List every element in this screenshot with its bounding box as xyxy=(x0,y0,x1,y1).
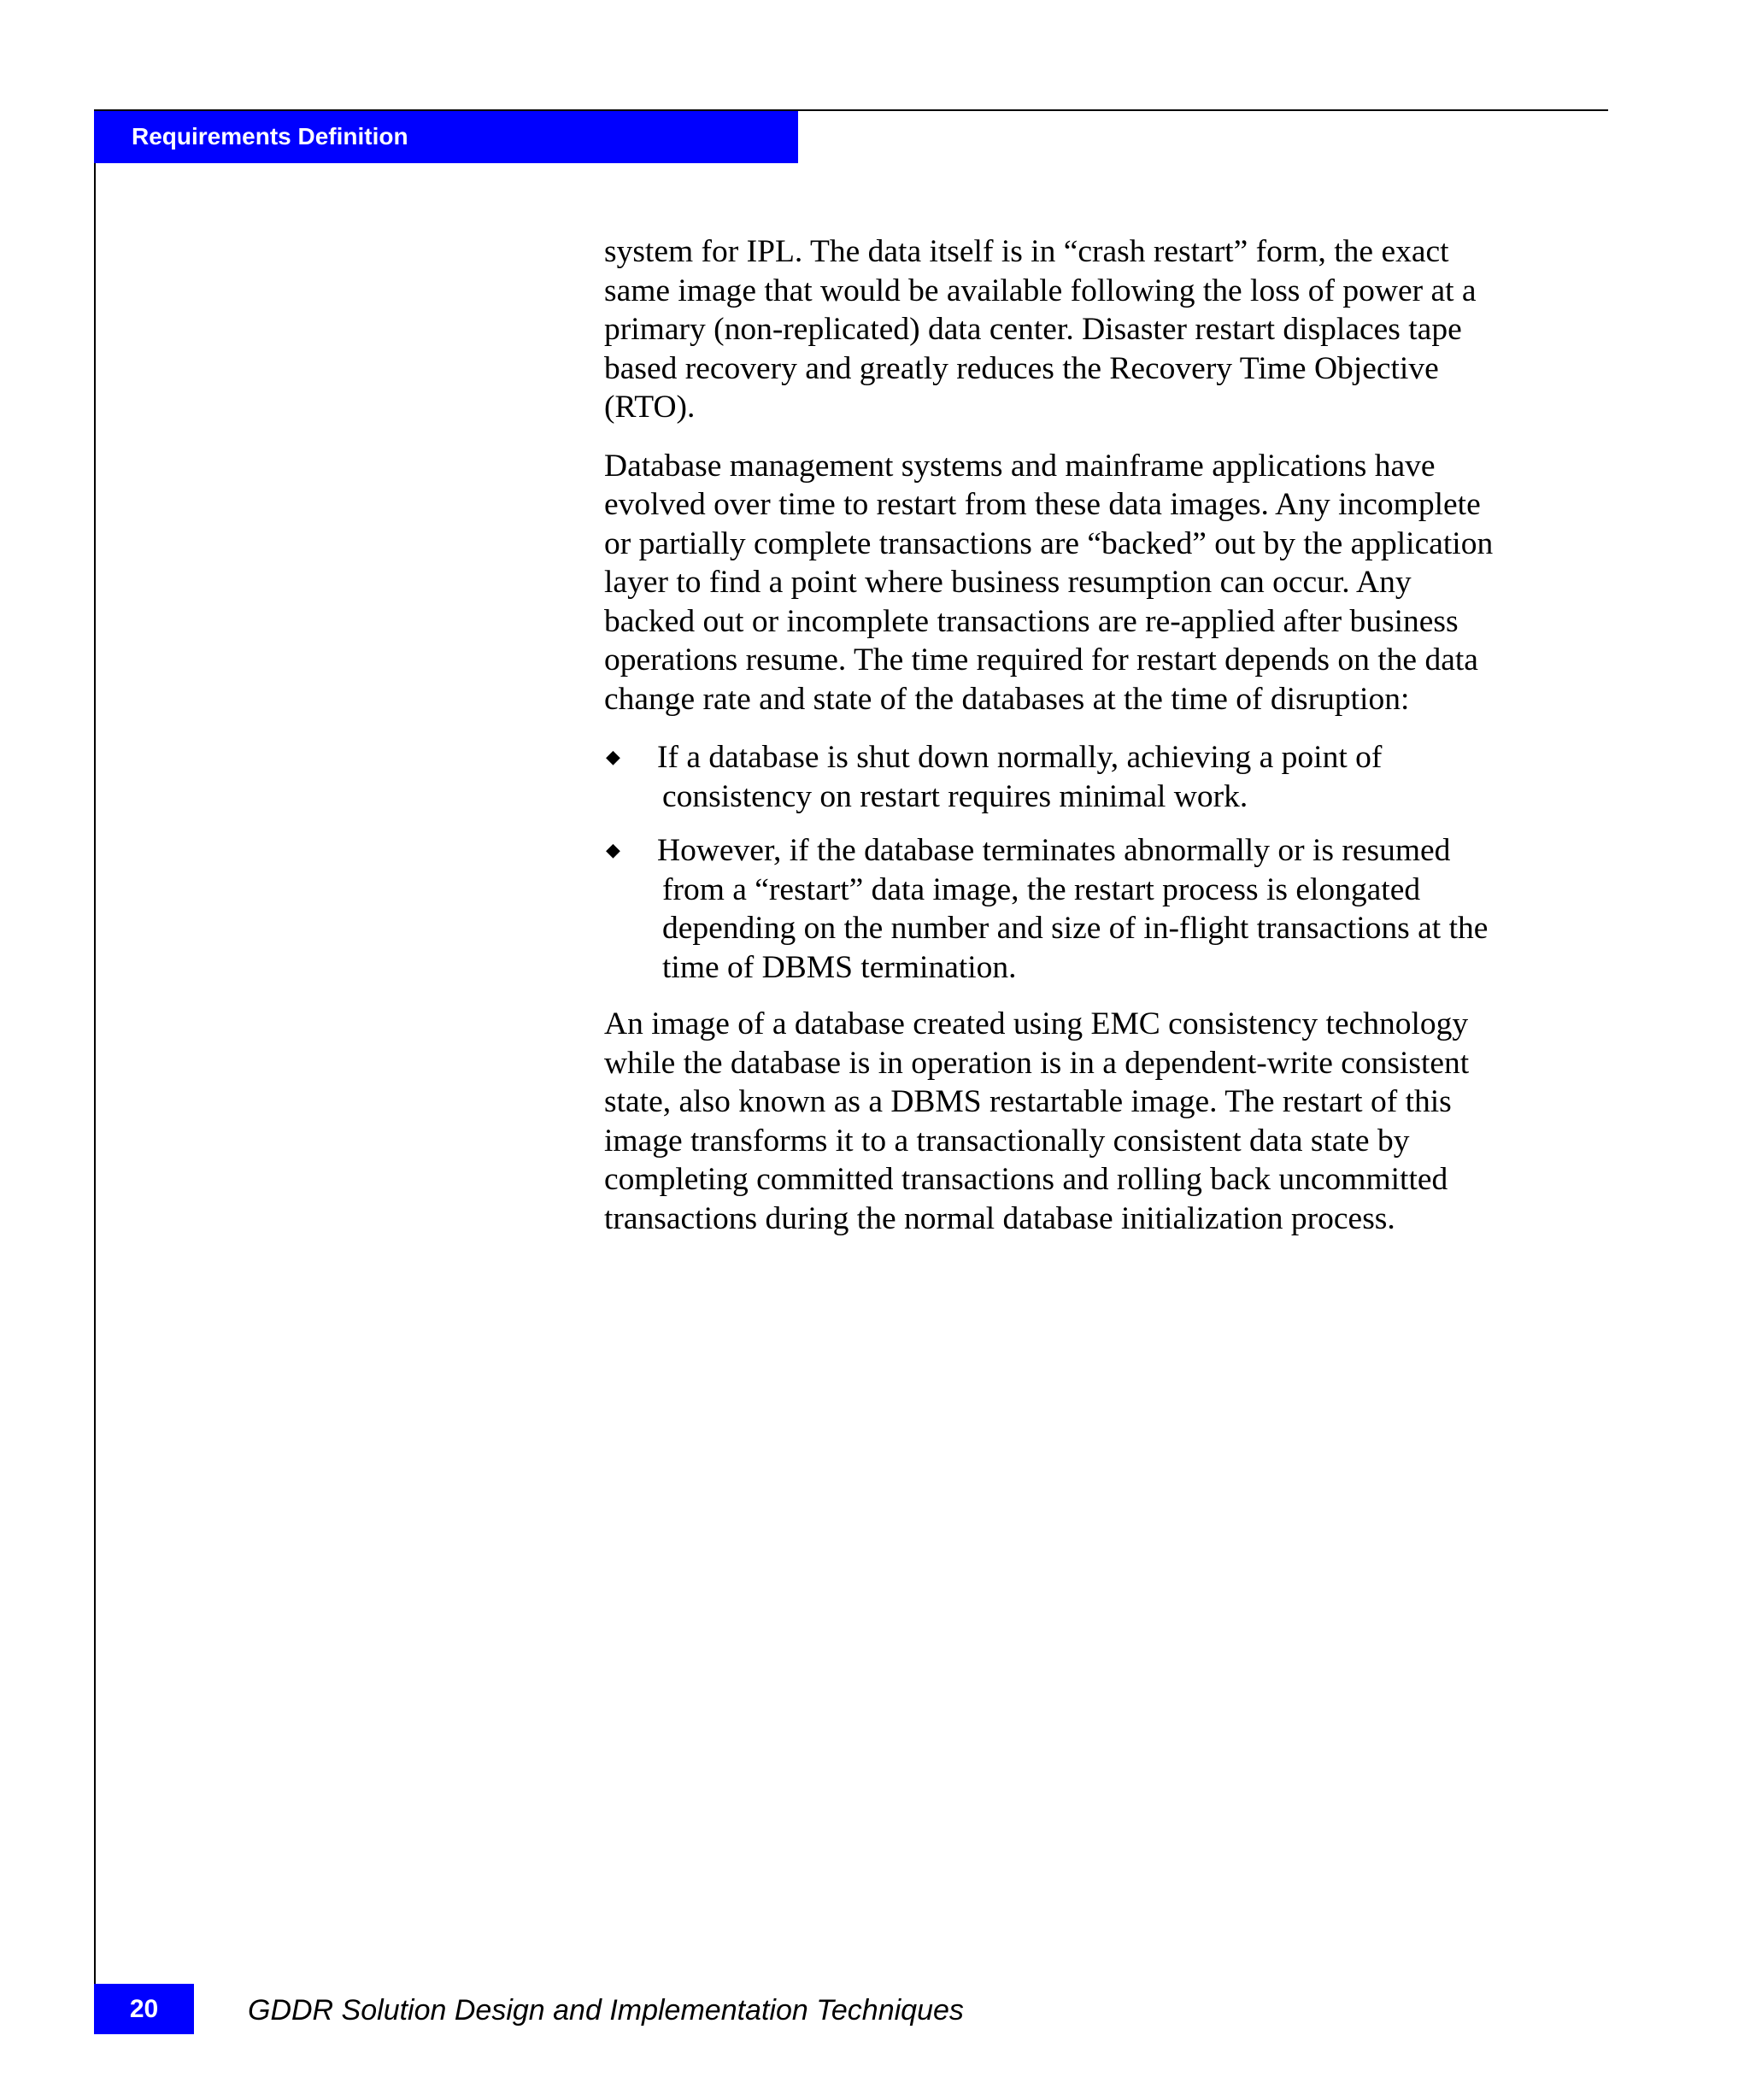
list-item xyxy=(604,738,1612,816)
paragraph-dbms-restart: Database management systems and mainframe applications have evolved over time to restart from these data images. Any incomplete or partially complete transactions are “backed” out by the application layer to find a point where business resumption can occur. Any backed out or incomplete transactions are re-applied after business operations resume. The time required for restart depends on the data change rate and state of the databases at the time of disruption: xyxy=(604,448,1494,717)
footer-book-title: GDDR Solution Design and Implementation Techniques xyxy=(248,1994,964,2027)
body-text xyxy=(604,232,1612,1258)
margin-rule xyxy=(94,109,96,2034)
list-item xyxy=(604,831,1612,987)
page-number: 20 xyxy=(129,1995,159,2023)
section-header-tab xyxy=(94,111,798,163)
bullet-text-first-line: If a database is shut down normally, achieving a point of xyxy=(657,740,1383,775)
bullet-text-first-line: However, if the database terminates abnormally or is resumed xyxy=(657,833,1451,868)
restart-bullet-list xyxy=(604,738,1612,987)
diamond-bullet-icon: ◆ xyxy=(606,747,620,768)
paragraph-disaster-restart: system for IPL. The data itself is in “crash restart” form, the exact same image that would be available following the loss of power at a primary (non-replicated) data center. Disaster restart displaces tape based recovery and greatly reduces the Recovery Time Objective (RTO). xyxy=(604,234,1477,425)
bullet-text-continuation: consistency on restart requires minimal work. xyxy=(662,778,1248,814)
page-number-box xyxy=(94,1984,194,2034)
paragraph-consistency-technology: An image of a database created using EMC consistency technology while the database is in operation is in a dependent-write consistent state, also known as a DBMS restartable image. The restart of this image transforms it to a transactionally consistent data state by completing committed transactions and rolling back uncommitted transactions during the normal database initialization process. xyxy=(604,1006,1470,1236)
section-title: Requirements Definition xyxy=(132,123,408,150)
diamond-bullet-icon: ◆ xyxy=(606,840,620,861)
bullet-text-continuation: from a “restart” data image, the restart process is elongated depending on the number and size of in-flight transactions at the time of DBMS termination. xyxy=(662,871,1489,985)
